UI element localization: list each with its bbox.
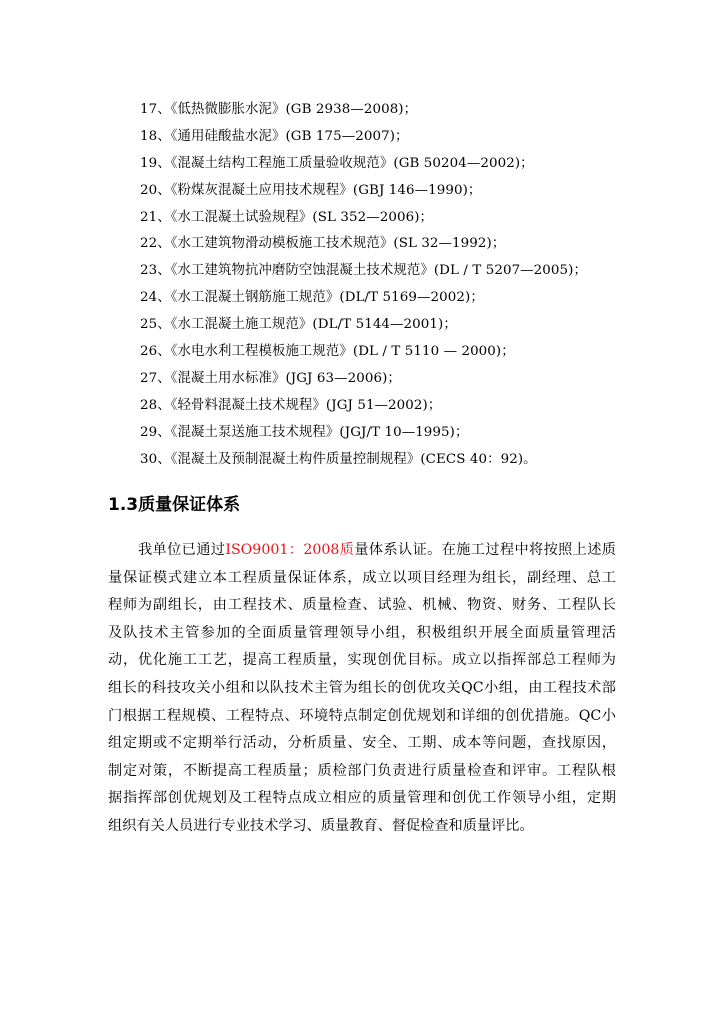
paragraph-line-first <box>108 537 616 565</box>
paragraph-line: 及队技术主管参加的全面质量管理领导小组，积极组织开展全面质量管理活 <box>108 624 616 641</box>
reference-item: 17、《低热微膨胀水泥》(GB 2938—2008)； <box>140 102 418 117</box>
paragraph-line: 组定期或不定期举行活动，分析质量、安全、工期、成本等问题，查找原因， <box>108 735 616 752</box>
paragraph-line: 量保证模式建立本工程质量保证体系，成立以项目经理为组长，副经理、总工 <box>108 569 616 586</box>
paragraph-line-last: 组织有关人员进行专业技术学习、质量教育、督促检查和质量评比。 <box>108 817 534 834</box>
reference-item: 20、《粉煤灰混凝土应用技术规程》(GBJ 146—1990)； <box>140 182 482 198</box>
reference-item: 28、《轻骨料混凝土技术规程》(JGJ 51—2002)； <box>140 397 442 413</box>
reference-item: 22、《水工建筑物滑动模板施工技术规范》(SL 32—1992)； <box>140 236 506 252</box>
reference-item: 30、《混凝土及预制混凝土构件质量控制规程》(CECS 40：92)。 <box>140 451 537 467</box>
certification-highlight: ISO9001：2008质 <box>225 542 355 558</box>
reference-item: 24、《水工混凝土钢筋施工规范》(DL/T 5169—2002)； <box>140 290 484 306</box>
paragraph-line: 组长的科技攻关小组和以队技术主管为组长的创优攻关QC小组，由工程技术部 <box>108 679 616 696</box>
reference-item: 23、《水工建筑物抗冲磨防空蚀混凝土技术规范》(DL / T 5207—2005)； <box>140 263 587 279</box>
section-heading: 1.3质量保证体系 <box>108 495 241 515</box>
reference-item: 26、《水电水利工程模板施工规范》(DL / T 5110 — 2000)； <box>140 344 515 360</box>
reference-item: 25、《水工混凝土施工规范》(DL/T 5144—2001)； <box>140 317 457 333</box>
reference-item: 29、《混凝土泵送施工技术规程》(JGJ/T 10—1995)； <box>140 424 469 440</box>
intro-text-before: 我单位已通过 <box>138 542 226 558</box>
reference-item: 21、《水工混凝土试验规程》(SL 352—2006)； <box>140 209 434 225</box>
intro-text-after: 量体系认证。在施工过程中将按照上述质 <box>354 542 616 558</box>
paragraph-line: 据指挥部创优规划及工程特点成立相应的质量管理和创优工作领导小组，定期 <box>108 790 616 807</box>
paragraph-line: 程师为副组长，由工程技术、质量检查、试验、机械、物资、财务、工程队长 <box>108 597 616 614</box>
reference-item: 18、《通用硅酸盐水泥》(GB 175—2007)； <box>140 128 409 144</box>
reference-item: 19、《混凝土结构工程施工质量验收规范》(GB 50204—2002)； <box>140 155 534 171</box>
section-paragraph <box>108 537 616 841</box>
paragraph-line: 门根据工程规模、工程特点、环境特点制定创优规划和详细的创优措施。QC小 <box>108 707 616 724</box>
paragraph-line: 动，优化施工工艺，提高工程质量，实现创优目标。成立以指挥部总工程师为 <box>108 652 616 669</box>
reference-list <box>140 97 700 473</box>
reference-item: 27、《混凝土用水标准》(JGJ 63—2006)； <box>140 370 401 386</box>
paragraph-line: 制定对策，不断提高工程质量；质检部门负责进行质量检查和评审。工程队根 <box>108 762 616 779</box>
